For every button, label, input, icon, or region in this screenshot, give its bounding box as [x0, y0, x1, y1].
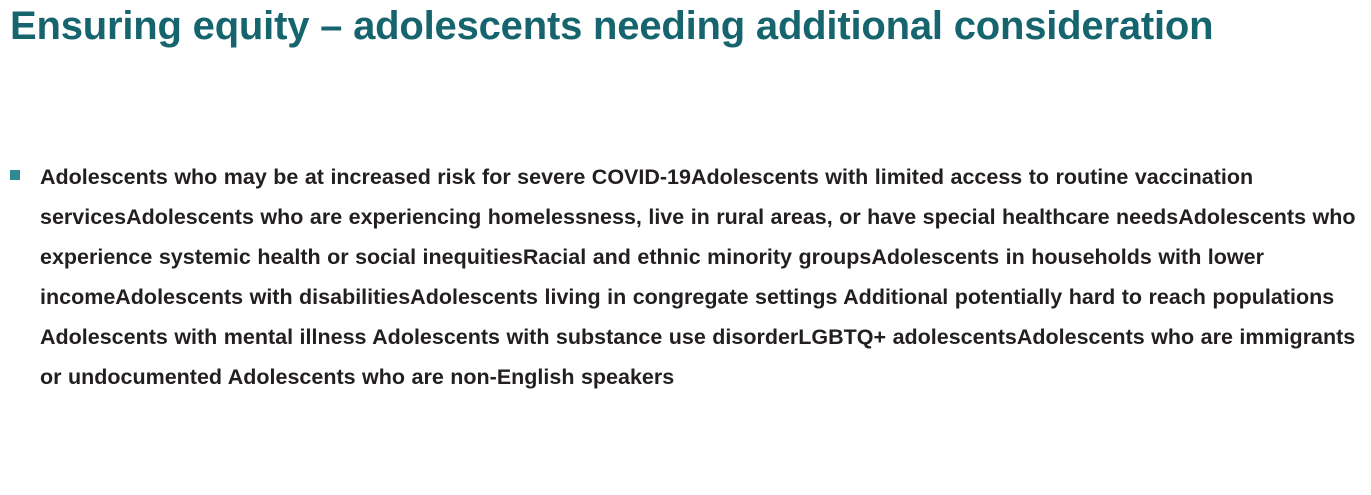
list-item-label: Adolescents who may be at increased risk for severe COVID-19Adolescents with limited access to routine vaccination servicesAdolescents who are experiencing homelessness, live in rural areas, or have special healthcare needsAdolescents who experience systemic health or social inequitiesRacial and ethnic minority groupsAdolescents in households with lower incomeAdolescents with disabilitiesAdolescents living in congregate settings Additional potentially hard to reach populations Adolescents with mental illness Adolescents with substance use disorderLGBTQ+ adolescentsAdolescents who are immigrants or undocumented Adolescents who are non-English speakers [40, 165, 1362, 389]
list-item [10, 158, 1362, 398]
page-title: Ensuring equity – adolescents needing additional consideration [10, 4, 1214, 48]
slide-body [10, 158, 1362, 398]
square-bullet-icon [10, 170, 20, 180]
